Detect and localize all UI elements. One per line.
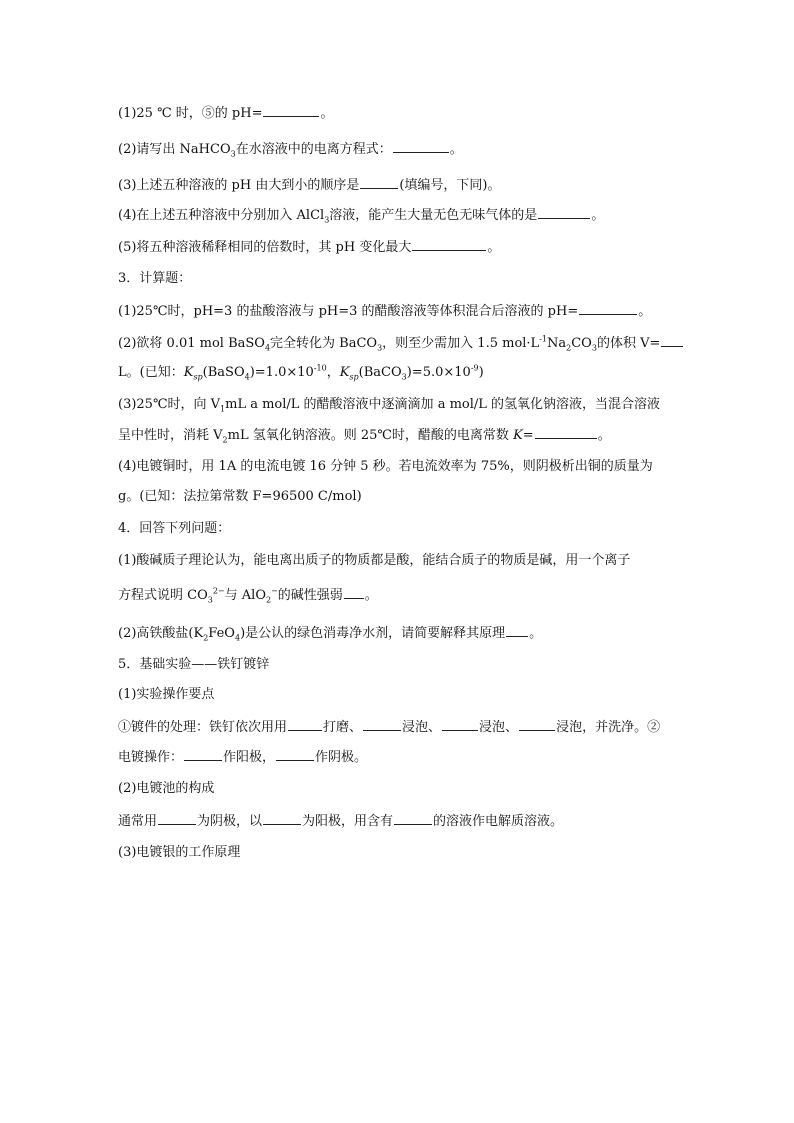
q4-1: (1)酸碱质子理论认为，能电离出质子的物质都是酸，能结合质子的物质是碱，用一个离子 xyxy=(118,553,631,568)
q5-1-heading: (1)实验操作要点 xyxy=(118,687,215,702)
answer-blank[interactable] xyxy=(276,748,314,761)
q3-3-cont: 呈中性时，消耗 $V_2mL$ 氢氧化钠溶液。则 25℃时，醋酸的电离常数 K= 。 xyxy=(118,428,611,445)
answer-blank[interactable] xyxy=(579,302,637,315)
q3-4-cont: g。(已知：法拉第常数 F=96500 C/mol) xyxy=(118,489,362,504)
q2-5: (5)将五种溶液稀释相同的倍数时，其 pH 变化最大 。 xyxy=(118,240,501,255)
q4-1-cont: 方程式说明 $CO_3^{2-}$与 AlO$_2$−的碱性强弱 。 xyxy=(118,586,378,605)
q2-1: (1)25 ℃ 时，⑤的 pH= 。 xyxy=(118,106,334,121)
q5-1-b: 电镀操作： 作阳极， 作阴极。 xyxy=(118,750,368,765)
answer-blank[interactable] xyxy=(363,718,401,731)
answer-blank[interactable] xyxy=(538,206,590,219)
answer-blank[interactable] xyxy=(184,748,222,761)
answer-blank[interactable] xyxy=(506,624,528,637)
answer-blank[interactable] xyxy=(344,586,364,599)
q2-4: (4)在上述五种溶液中分别加入 AlCl$_3$溶液，能产生大量无色无味气体的是 。 xyxy=(118,208,605,225)
q3-3: (3)25℃时，向 $V_1mL$ a mol/L 的醋酸溶液中逐滴滴加 a mol/L 的氢氧化钠溶液，当混合溶液 xyxy=(118,397,661,414)
q5-1-a: ①镀件的处理：铁钉依次用用 打磨、 浸泡、 浸泡、 浸泡，并洗净。② xyxy=(118,720,661,735)
q2-2: (2)请写出 NaHCO$_3$在水溶液中的电离方程式： 。 xyxy=(118,142,463,159)
q4-2: (2)高铁酸盐$(K_2FeO_4)$是公认的绿色消毒净水剂，请简要解释其原理 。 xyxy=(118,626,543,643)
q3-4: (4)电镀铜时，用 1A 的电流电镀 16 分钟 5 秒。若电流效率为 75%，则阴极析出铜的质量为 xyxy=(118,459,653,474)
answer-blank[interactable] xyxy=(519,718,555,731)
answer-blank[interactable] xyxy=(360,176,398,189)
answer-blank[interactable] xyxy=(288,718,322,731)
q5-2-heading: (2)电镀池的构成 xyxy=(118,781,215,796)
q5-2: 通常用 为阴极，以 为阳极，用含有 的溶液作电解质溶液。 xyxy=(118,814,564,829)
answer-blank[interactable] xyxy=(661,334,683,347)
section-3-heading: 3．计算题： xyxy=(118,271,192,286)
answer-blank[interactable] xyxy=(263,104,319,117)
answer-blank[interactable] xyxy=(393,140,449,153)
section-4-heading: 4．回答下列问题： xyxy=(118,521,231,536)
q5-3-heading: (3)电镀银的工作原理 xyxy=(118,845,241,860)
answer-blank[interactable] xyxy=(442,718,478,731)
answer-blank[interactable] xyxy=(394,812,432,825)
answer-blank[interactable] xyxy=(535,426,597,439)
q3-2: (2)欲将 0.01 mol BaSO$_4$完全转化为 BaCO$_3$，则至少需加入 1.5 $mol\cdot L^{-1}Na_2CO_3$的体积 V= xyxy=(118,334,684,353)
section-5-heading: 5．基础实验——铁钉镀锌 xyxy=(118,657,270,672)
answer-blank[interactable] xyxy=(263,812,301,825)
q2-3: (3)上述五种溶液的 pH 由大到小的顺序是 (填编号，下同)。 xyxy=(118,178,501,193)
answer-blank[interactable] xyxy=(158,812,196,825)
q3-2-given: L。(已知：$K_{sp}(BaSO_4)=1.0\times 10^{-10}$，$K_{sp}(BaCO_3)=5.0\times 10^{-9}$) xyxy=(118,363,484,382)
q3-1: (1)25℃时，pH=3 的盐酸溶液与 pH=3 的醋酸溶液等体积混合后溶液的 pH= 。 xyxy=(118,304,652,319)
answer-blank[interactable] xyxy=(412,238,486,251)
